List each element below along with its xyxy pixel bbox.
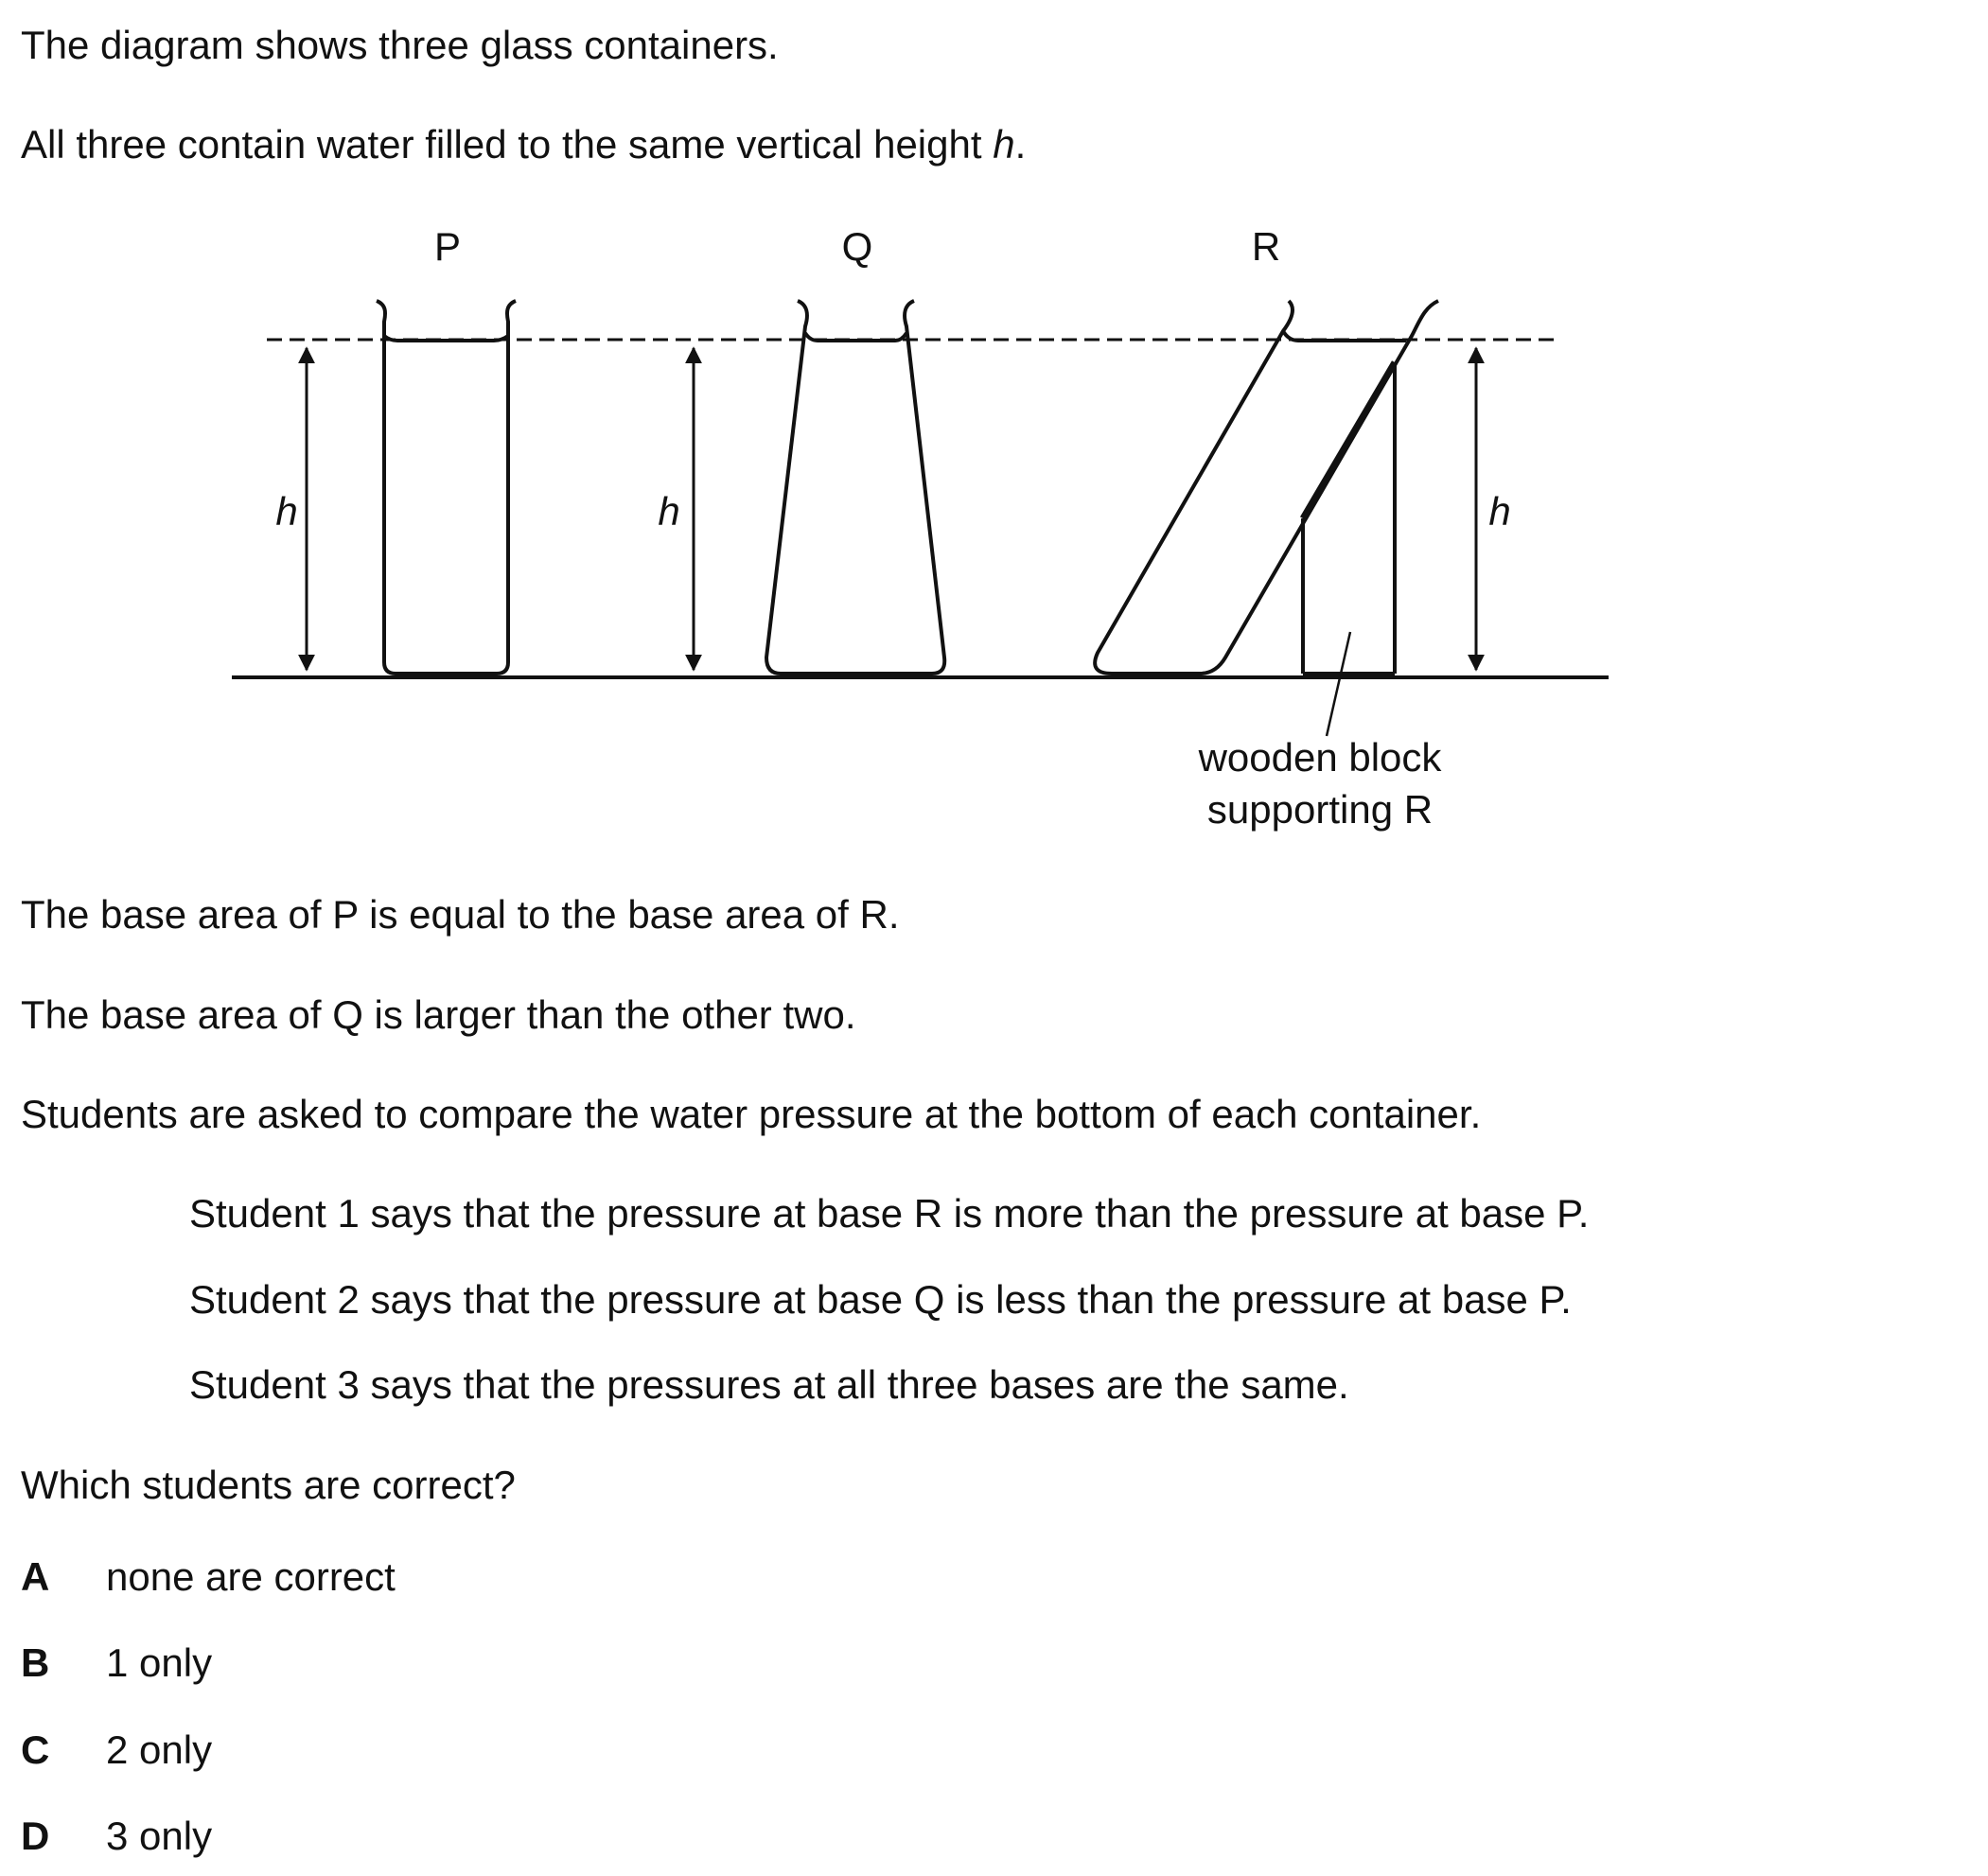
student-claim-2: Student 2 says that the pressure at base Q is less than the pressure at base P. [189, 1277, 1572, 1322]
student-claim-3: Student 3 says that the pressures at all three bases are the same. [189, 1362, 1349, 1407]
option-b-letter: B [21, 1640, 50, 1685]
intro-line-2-text: All three contain water filled to the same vertical height [21, 122, 994, 167]
intro-height-variable: h [993, 122, 1015, 167]
statement-3: Students are asked to compare the water pressure at the bottom of each container. [21, 1092, 1482, 1136]
statement-1: The base area of P is equal to the base area of R. [21, 892, 900, 937]
option-b-text: 1 only [106, 1640, 213, 1685]
container-label-q: Q [841, 224, 873, 269]
height-label-p: h [275, 489, 298, 534]
container-label-r: R [1251, 224, 1281, 269]
container-q [766, 301, 944, 674]
container-p [377, 301, 516, 674]
student-claim-1: Student 1 says that the pressure at base R is more than the pressure at base P. [189, 1191, 1590, 1236]
option-c-text: 2 only [106, 1727, 213, 1772]
height-label-r: h [1488, 489, 1511, 534]
option-a-text: none are correct [106, 1554, 396, 1599]
intro-line-1: The diagram shows three glass containers. [21, 23, 779, 67]
container-label-p: P [433, 224, 462, 269]
option-d-letter: D [21, 1814, 50, 1858]
option-c-letter: C [21, 1727, 50, 1772]
block-caption-line-1: wooden block [1198, 735, 1442, 780]
option-a-letter: A [21, 1554, 50, 1599]
option-d-text: 3 only [106, 1814, 213, 1858]
wooden-block [1303, 362, 1395, 674]
block-pointer-line [1327, 632, 1350, 736]
question-prompt: Which students are correct? [21, 1463, 516, 1507]
block-caption-line-2: supporting R [1206, 787, 1434, 832]
intro-line-2-period: . [1014, 122, 1027, 167]
height-label-q: h [658, 489, 680, 534]
containers-diagram [0, 0, 1988, 851]
statement-2: The base area of Q is larger than the other two. [21, 992, 856, 1037]
container-r [1095, 301, 1438, 674]
